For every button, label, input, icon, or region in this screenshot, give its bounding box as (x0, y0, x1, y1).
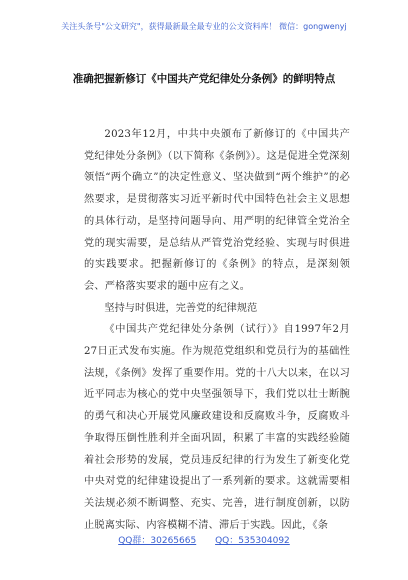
header-notice[interactable] (0, 22, 408, 32)
section-heading: 坚持与时俱进，完善党的纪律规范 (104, 302, 258, 314)
section-paragraph: 《中国共产党纪律处分条例（试行）》自1997年2月27日正式发布实施。作为规范党组织和党员行为的基础性法规，《条例》发挥了重要作用。党的十八大以来，在以习近平同志为核心的党中央坚强领导下，我们党以壮士断腕的勇气和决心开展党风廉政建设和反腐败斗争，反腐败斗争取得压倒性胜利并全面巩固，积累了丰富的实践经验随着社会形势的发展，党员违反纪律的行为发生了新变化党中央对党的纪律建设提出了一系列新的要求。这就需要相关法规必须不断调整、充实、完善，进行制度创新，以防止脱离实际、内容模糊不清、滞后于实践。因此，《条 (84, 324, 350, 531)
intro-paragraph: 2023年12月，中共中央颁布了新修订的《中国共产党纪律处分条例》（以下简称《条例》）。这是促进全党深刻领悟“两个确立”的决定性意义、坚决做到“两个维护”的必然要求，是贯彻落实习近平新时代中国特色社会主义思想的具体行动，是坚持问题导向、用严明的纪律管全党治全党的现实需要，是总结从严管党治党经验、实现与时俱进的实践要求。把握新修订的《条例》的特点，是深刻领会、严格落实要求的题中应有之义。 (84, 129, 350, 292)
footer-contact (0, 536, 408, 547)
qq-contact-link[interactable]: QQ：535304092 (215, 536, 290, 546)
header-notice-link[interactable]: 关注头条号"公文研究"，获得最新最全最专业的公文资料库！ 微信：gongwenyj (61, 22, 347, 31)
qq-group-link[interactable]: QQ群：30265665 (118, 536, 197, 546)
document-body (84, 124, 350, 536)
document-title: 准确把握新修订《中国共产党纪律处分条例》的鲜明特点 (72, 73, 336, 85)
